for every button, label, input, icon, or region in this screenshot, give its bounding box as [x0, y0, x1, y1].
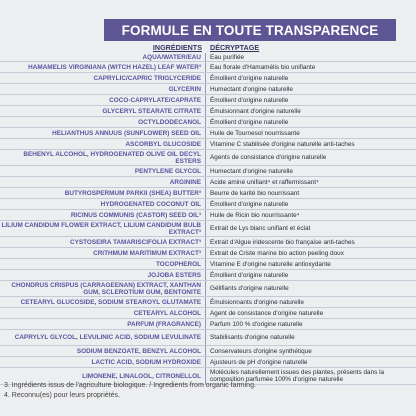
table-row	[0, 330, 416, 346]
table-row	[0, 346, 416, 357]
ingredient-name: BEHENYL ALCOHOL, HYDROGENATED OLIVE OIL DECYL ESTERS	[0, 150, 206, 165]
ingredient-description: Acide aminé unifiant⁴ et raffermissant⁴	[210, 178, 319, 186]
ingredient-description: Conservateurs d'origine synthétique	[210, 347, 312, 355]
table-row	[0, 319, 416, 330]
ingredient-name: JOJOBA ESTERS	[0, 270, 206, 280]
ingredient-name: CHONDRUS CRISPUS (CARRAGEENAN) EXTRACT, XANTHAN GUM, SCLEROTIUM GUM, BENTONITE	[0, 281, 206, 296]
ingredient-description: Agent de consistance d'origine naturelle	[210, 309, 324, 317]
table-row	[0, 188, 416, 199]
table-row	[0, 62, 416, 73]
page-title: FORMULE EN TOUTE TRANSPARENCE	[121, 22, 379, 38]
ingredient-description: Agents de consistance d'origine naturelle	[210, 154, 327, 161]
table-row	[0, 199, 416, 210]
ingredient-description: Vitamine E d'origine naturelle antioxydante	[210, 260, 331, 268]
ingredient-name: AQUA/WATER/EAU	[0, 53, 206, 61]
ingredient-description: Parfum 100 % d'origine naturelle	[210, 320, 303, 328]
ingredient-description: Extrait de Lys blanc unifiant et éclat	[210, 225, 311, 232]
ingredient-name: CRITHMUM MARITIMUM EXTRACT³	[0, 248, 206, 258]
table-row	[0, 150, 416, 166]
table-row	[0, 177, 416, 188]
table-row	[0, 259, 416, 270]
table-row	[0, 281, 416, 297]
footnote-organic: 3. Ingrédients issus de l'agriculture biologique. / Ingredients from organic farming.	[4, 382, 256, 389]
table-row	[0, 297, 416, 308]
table-row	[0, 210, 416, 221]
table-row	[0, 357, 416, 368]
ingredient-description: Émulsionnant d'origine naturelle	[210, 107, 301, 115]
ingredient-name: BUTYROSPERMUM PARKII (SHEA) BUTTER³	[0, 188, 206, 198]
ingredient-description: Beurre de karité bio nourrissant	[210, 189, 300, 197]
ingredient-name: HELIANTHUS ANNUUS (SUNFLOWER) SEED OIL	[0, 128, 206, 138]
table-row	[0, 248, 416, 259]
ingredient-name: ARGININE	[0, 177, 206, 187]
ingredient-name: TOCOPHEROL	[0, 259, 206, 269]
ingredient-name: CAPRYLIC/CAPRIC TRIGLYCERIDE	[0, 73, 206, 83]
ingredient-description: Émollient d'origine naturelle	[210, 74, 289, 82]
footnote-properties: 4. Reconnu(es) pour leurs propriétés.	[4, 391, 120, 399]
ingredient-name: RICINUS COMMUNIS (CASTOR) SEED OIL³	[0, 210, 206, 220]
ingredient-description: Émollient d'origine naturelle	[210, 96, 289, 104]
ingredient-name: PARFUM (FRAGRANCE)	[0, 319, 206, 329]
ingredient-name: COCO-CAPRYLATE/CAPRATE	[0, 95, 206, 105]
ingredient-description: Eau florale d'Hamamélis bio unifiante	[210, 63, 316, 71]
table-row	[0, 95, 416, 106]
table-body	[0, 53, 416, 385]
table-row	[0, 53, 416, 62]
table-row	[0, 139, 416, 150]
footnotes	[4, 381, 256, 400]
ingredient-name: HAMAMELIS VIRGINIANA (WITCH HAZEL) LEAF WATER³	[0, 62, 206, 72]
ingredient-description: Extrait d'Algue iridescente bio française anti-taches	[210, 238, 355, 246]
ingredient-name: SODIUM BENZOATE, BENZYL ALCOHOL	[0, 346, 206, 356]
table-row	[0, 106, 416, 117]
ingredient-description: Molécules naturellement issues des plantes, présents dans la composition parfumée 100% d'origine naturelle	[210, 369, 385, 383]
ingredient-description: Émollient d'origine naturelle	[210, 200, 289, 208]
ingredient-name: LILIUM CANDIDUM FLOWER EXTRACT, LILIUM CANDIDUM BULB EXTRACT³	[0, 221, 206, 236]
header-ingredients: INGRÉDIENTS	[152, 43, 202, 52]
ingredient-name: OCTYLDODECANOL	[0, 117, 206, 127]
ingredient-name: CETEARYL ALCOHOL	[0, 308, 206, 318]
table-row	[0, 117, 416, 128]
ingredient-description: Humectant d'origine naturelle	[210, 85, 293, 93]
title-banner	[104, 19, 396, 41]
ingredient-name: GLYCERYL STEARATE CITRATE	[0, 106, 206, 116]
ingredient-description: Vitamine C stabilisée d'origine naturelle anti-taches	[210, 140, 355, 148]
ingredient-name: ASCORBYL GLUCOSIDE	[0, 139, 206, 149]
table-row	[0, 308, 416, 319]
table-row	[0, 270, 416, 281]
header-decryptage: DÉCRYPTAGE	[210, 43, 260, 52]
ingredient-description: Émollient d'origine naturelle	[210, 118, 289, 126]
ingredient-description: Eau purifiée	[210, 53, 245, 61]
ingredient-name: LACTIC ACID, SODIUM HYDROXIDE	[0, 357, 206, 367]
ingredient-description: Gélifiants d'origine naturelle	[210, 285, 289, 292]
ingredient-description: Émulsionnants d'origine naturelle	[210, 298, 304, 306]
table-row	[0, 73, 416, 84]
table-header	[0, 43, 416, 53]
ingredient-description: Humectant d'origine naturelle	[210, 167, 293, 175]
table-row	[0, 84, 416, 95]
ingredient-name: PENTYLENE GLYCOL	[0, 166, 206, 176]
ingredient-description: Huile de Tournesol nourrissante	[210, 129, 300, 137]
ingredient-description: Stabilisants d'origine naturelle	[210, 334, 295, 341]
ingredient-name: GLYCERIN	[0, 84, 206, 94]
ingredient-name: HYDROGENATED COCONUT OIL	[0, 199, 206, 209]
ingredient-description: Ajusteurs de pH d'origine naturelle	[210, 358, 308, 366]
ingredient-name: LIMONENE, LINALOOL, CITRONELLOL	[0, 368, 206, 384]
ingredient-description: Émollient d'origine naturelle	[210, 271, 289, 279]
ingredient-name: CYSTOSEIRA TAMARISCIFOLIA EXTRACT³	[0, 237, 206, 247]
table-row	[0, 166, 416, 177]
table-row	[0, 237, 416, 248]
ingredient-name: CAPRYLYL GLYCOL, LEVULINIC ACID, SODIUM LEVULINATE	[0, 330, 206, 345]
ingredients-table	[0, 43, 416, 385]
ingredient-name: CETEARYL GLUCOSIDE, SODIUM STEAROYL GLUTAMATE	[0, 297, 206, 307]
ingredient-description: Huile de Ricin bio nourrissante⁴	[210, 211, 300, 219]
table-row	[0, 221, 416, 237]
ingredient-description: Extrait de Criste marine bio action peeling doux	[210, 249, 344, 257]
table-row	[0, 128, 416, 139]
